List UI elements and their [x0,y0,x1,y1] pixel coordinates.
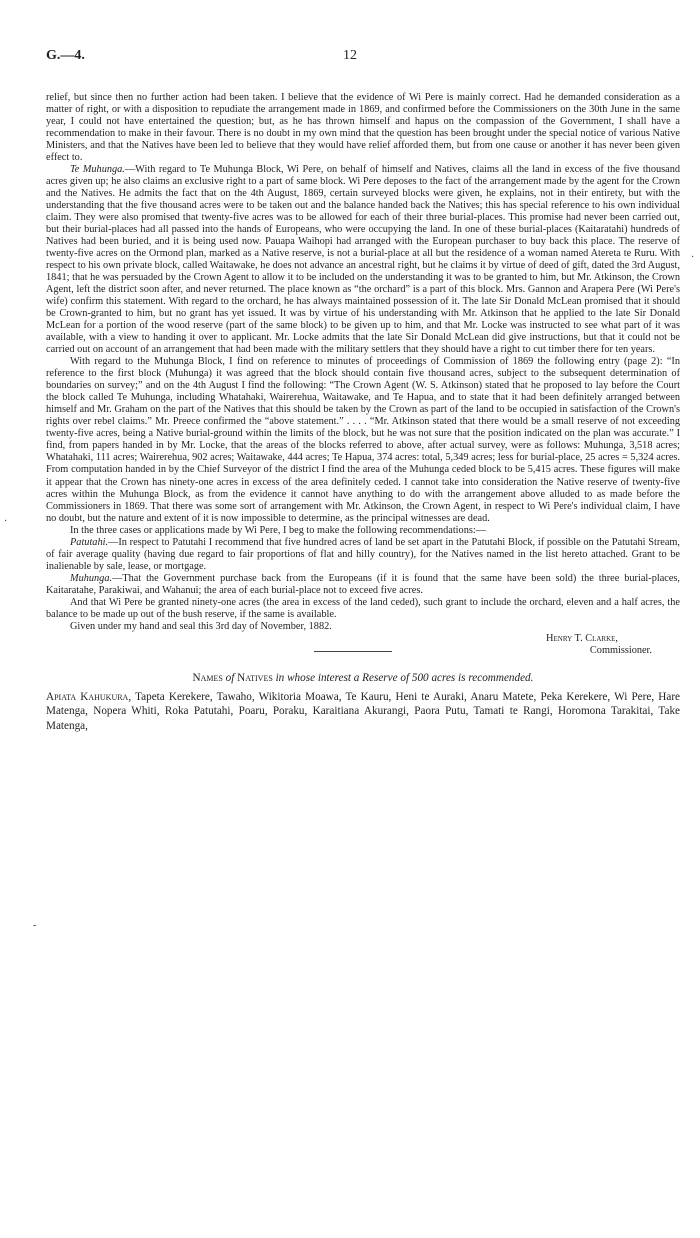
heading-word: of [222,671,238,684]
paragraph-lead: Muhunga. [70,572,113,584]
margin-dot: · [4,516,8,527]
paragraph-text: —With regard to Te Muhunga Block, Wi Pere, on behalf of himself and Natives, claims all the land in excess of the five thousand acres given up; he also claims an exclusive right to a part of same block. Wi Pere deposes to the fact of the arrangement made by the agent for the Crown and the Natives. He admits the fact that on the 4th August, 1869, certain surveyed blocks were given, he explains, not in their entirety, but with the understanding that the five thousand acres were to be taken out and the balance handed back the Natives; this has special reference to his own individual claim. They were also promised that twenty-five acres was to be allowed for each of their three burial-places. This promise had never been carried out, but their burial-places had all passed into the hands of Europeans, who were occupying the land. In one of these burial-places (Kaitaratahi) hundreds of Natives had been buried, and it is being used now. Pauapa Waihopi had arranged with the European purchaser to buy back this place. The reserve of twenty-five acres on the Ormond plan, marked as a Native reserve, is not a burial-place at all but the residence of a woman named Atereta te Ruru. With respect to his own private block, called Waitawake, he does not advance an ancestral right, but he claims it by virtue of deed of gift, dated the 3rd August, 1841; that he was persuaded by the Crown Agent to allow it to be included on the understanding it was to be granted to him, but Mr. Atkinson, the Crown Agent, left the district soon after, and never returned. The place known as “the orchard” is a part of this block. Mrs. Gannon and Arapera Pere (Wi Pere's wife) confirm this statement. With regard to the orchard, he has always maintained possession of it. The late Sir Donald McLean promised that it should be Crown-granted to him, but no grant has yet issued. It was by virtue of his understanding with Mr. Atkinson that he applied to the late Sir Donald McLean for a portion of the wood reserve (part of the same block) to be given up to him, and that Mr. Locke was instructed to see what part of it was available, with a view to handing it over to applicant. Mr. Locke admits that the late Sir Donald McLean did give instructions, but that it could not be carried out on account of an arrangement that had been made with the military settlers that they should have a right to cut timber there for ten years. [46,164,680,356]
heading-text: in whose interest a Reserve of 500 acres is recommended. [272,671,534,684]
page-number: 12 [343,48,357,63]
document-reference: G.—4. [46,48,85,63]
paragraph [46,537,680,573]
names-list [46,690,680,734]
heading-word: Natives [237,671,273,684]
margin-dot: · [691,252,695,263]
paragraph [46,164,680,356]
paragraph: relief, but since then no further action had been taken. I believe that the evidence of Wi Pere is mainly correct. Had he demanded consideration as a matter of right, or with a disposition to repudiate the arrangement made in 1869, and confirmed before the Commissioners on the 30th June in the same year, I could not have entertained the question; but, as he has thrown himself and hapus on the compassion of the Government, I shall have a recommendation to make in their favour. There is no doubt in my own mind that the question has been brought under the special notice of various Native Ministers, and that the Natives have been led to believe that they would have relief afforded them, but from one cause or another it has never been given effect to. [46,92,680,164]
signatory-title: Commissioner. [589,644,652,656]
paragraph: And that Wi Pere be granted ninety-one acres (the area in excess of the land ceded), such grant to include the orchard, eleven and a half acres, the balance to be made up out of the bush reserve, if the same is available. [46,596,680,620]
paragraph-text: —That the Government purchase back from the Europeans (if it is found that the same have been sold) the three burial-places, Kaitaratahe, Parakiwai, and Wahanui; the area of each burial-place not to exceed five acres. [46,572,680,596]
names-heading [46,671,680,685]
paragraph [46,573,680,597]
paragraph-lead: Patutahi. [70,536,109,548]
document-body [46,92,680,734]
paragraph: In the three cases or applications made by Wi Pere, I beg to make the following recommendations:— [70,524,487,536]
paragraph-text: —In respect to Patutahi I recommend that five hundred acres of land be set apart in the Patutahi Block, if possible on the Patutahi Stream, of fair average quality (having due regard to fair proportions of flat and hilly country), for the Natives named in the list hereto attached. Grant to be inalienable by sale, lease, or mortgage. [46,536,680,572]
heading-word: Names [192,671,223,684]
dated-line: Given under my hand and seal this 3rd day of November, 1882. [70,620,332,632]
names-list-text: Tapeta Kerekere, Tawaho, Wikitoria Moawa, Te Kauru, Heni te Auraki, Anaru Matete, Peka Kerekere, Wi Pere, Hare Matenga, Nopera Whiti, Roka Patutahi, Poaru, Poraku, Karaitiana Akurangi, Paora Putu, Tamati te Rangi, Horomona Tarakitai, Take Matenga, [46,690,681,732]
paragraph-lead: Te Muhunga. [70,164,125,176]
signatory-name: Henry T. Clarke, [546,632,618,644]
margin-dash: - [33,920,37,931]
section-divider [314,651,392,652]
first-name: Apiata Kahukura, [46,690,132,703]
divider-row [46,657,680,665]
paragraph: With regard to the Muhunga Block, I find on reference to minutes of proceedings of Commission of 1869 the following entry (page 2): “In reference to the first block (Muhunga) it was agreed that the block should contain five thousand acres, subject to the subsequent determination of boundaries on survey;” and on the 4th August I find the following: “The Crown Agent (W. S. Atkinson) stated that he proposed to lay before the Court the block called Te Muhunga, including Whatahaki, Wairerehua, Waitawake, and Te Hapua, and to state that it had been definitely arranged between himself and Mr. Graham on the part of the Natives that this should be taken by the Crown as part of the land to be occupied in satisfaction of the Crown's rights over rebel claims.” Mr. Preece confirmed the “above statement.” . . . . “Mr. Atkinson stated that there would be a small reserve of not exceeding twenty-five acres, being a Native burial-ground within the limits of the block, but he was not sure that the position indicated on the plan was accurate.” I find, from papers handed in by Mr. Locke, that the areas of the blocks referred to above, after actual survey, were as follows: Muhunga, 3,518 acres; Whatahaki, 111 acres; Wairerehua, 902 acres; Waitawake, 444 acres; Te Hapua, 374 acres: total, 5,349 acres; less for burial-place, 25 acres = 5,324 acres. From computation handed in by the Chief Surveyor of the district I find the area of the Muhunga ceded block to be 5,415 acres. These figures will make it appear that the Crown has ninety-one acres in excess of the area definitely ceded. I cannot take into consideration the Native reserve of twenty-five acres within the Muhunga Block, as from the evidence it cannot have anything to do with the arrangement above alluded to as made before the Commissioners in 1869. That there was some sort of arrangement with Mr. Atkinson, the Crown Agent, in respect to Wi Pere's individual claim, I have no doubt, but the nature and extent of it is now impossible to determine, as the principal witnesses are dead. [46,356,680,524]
